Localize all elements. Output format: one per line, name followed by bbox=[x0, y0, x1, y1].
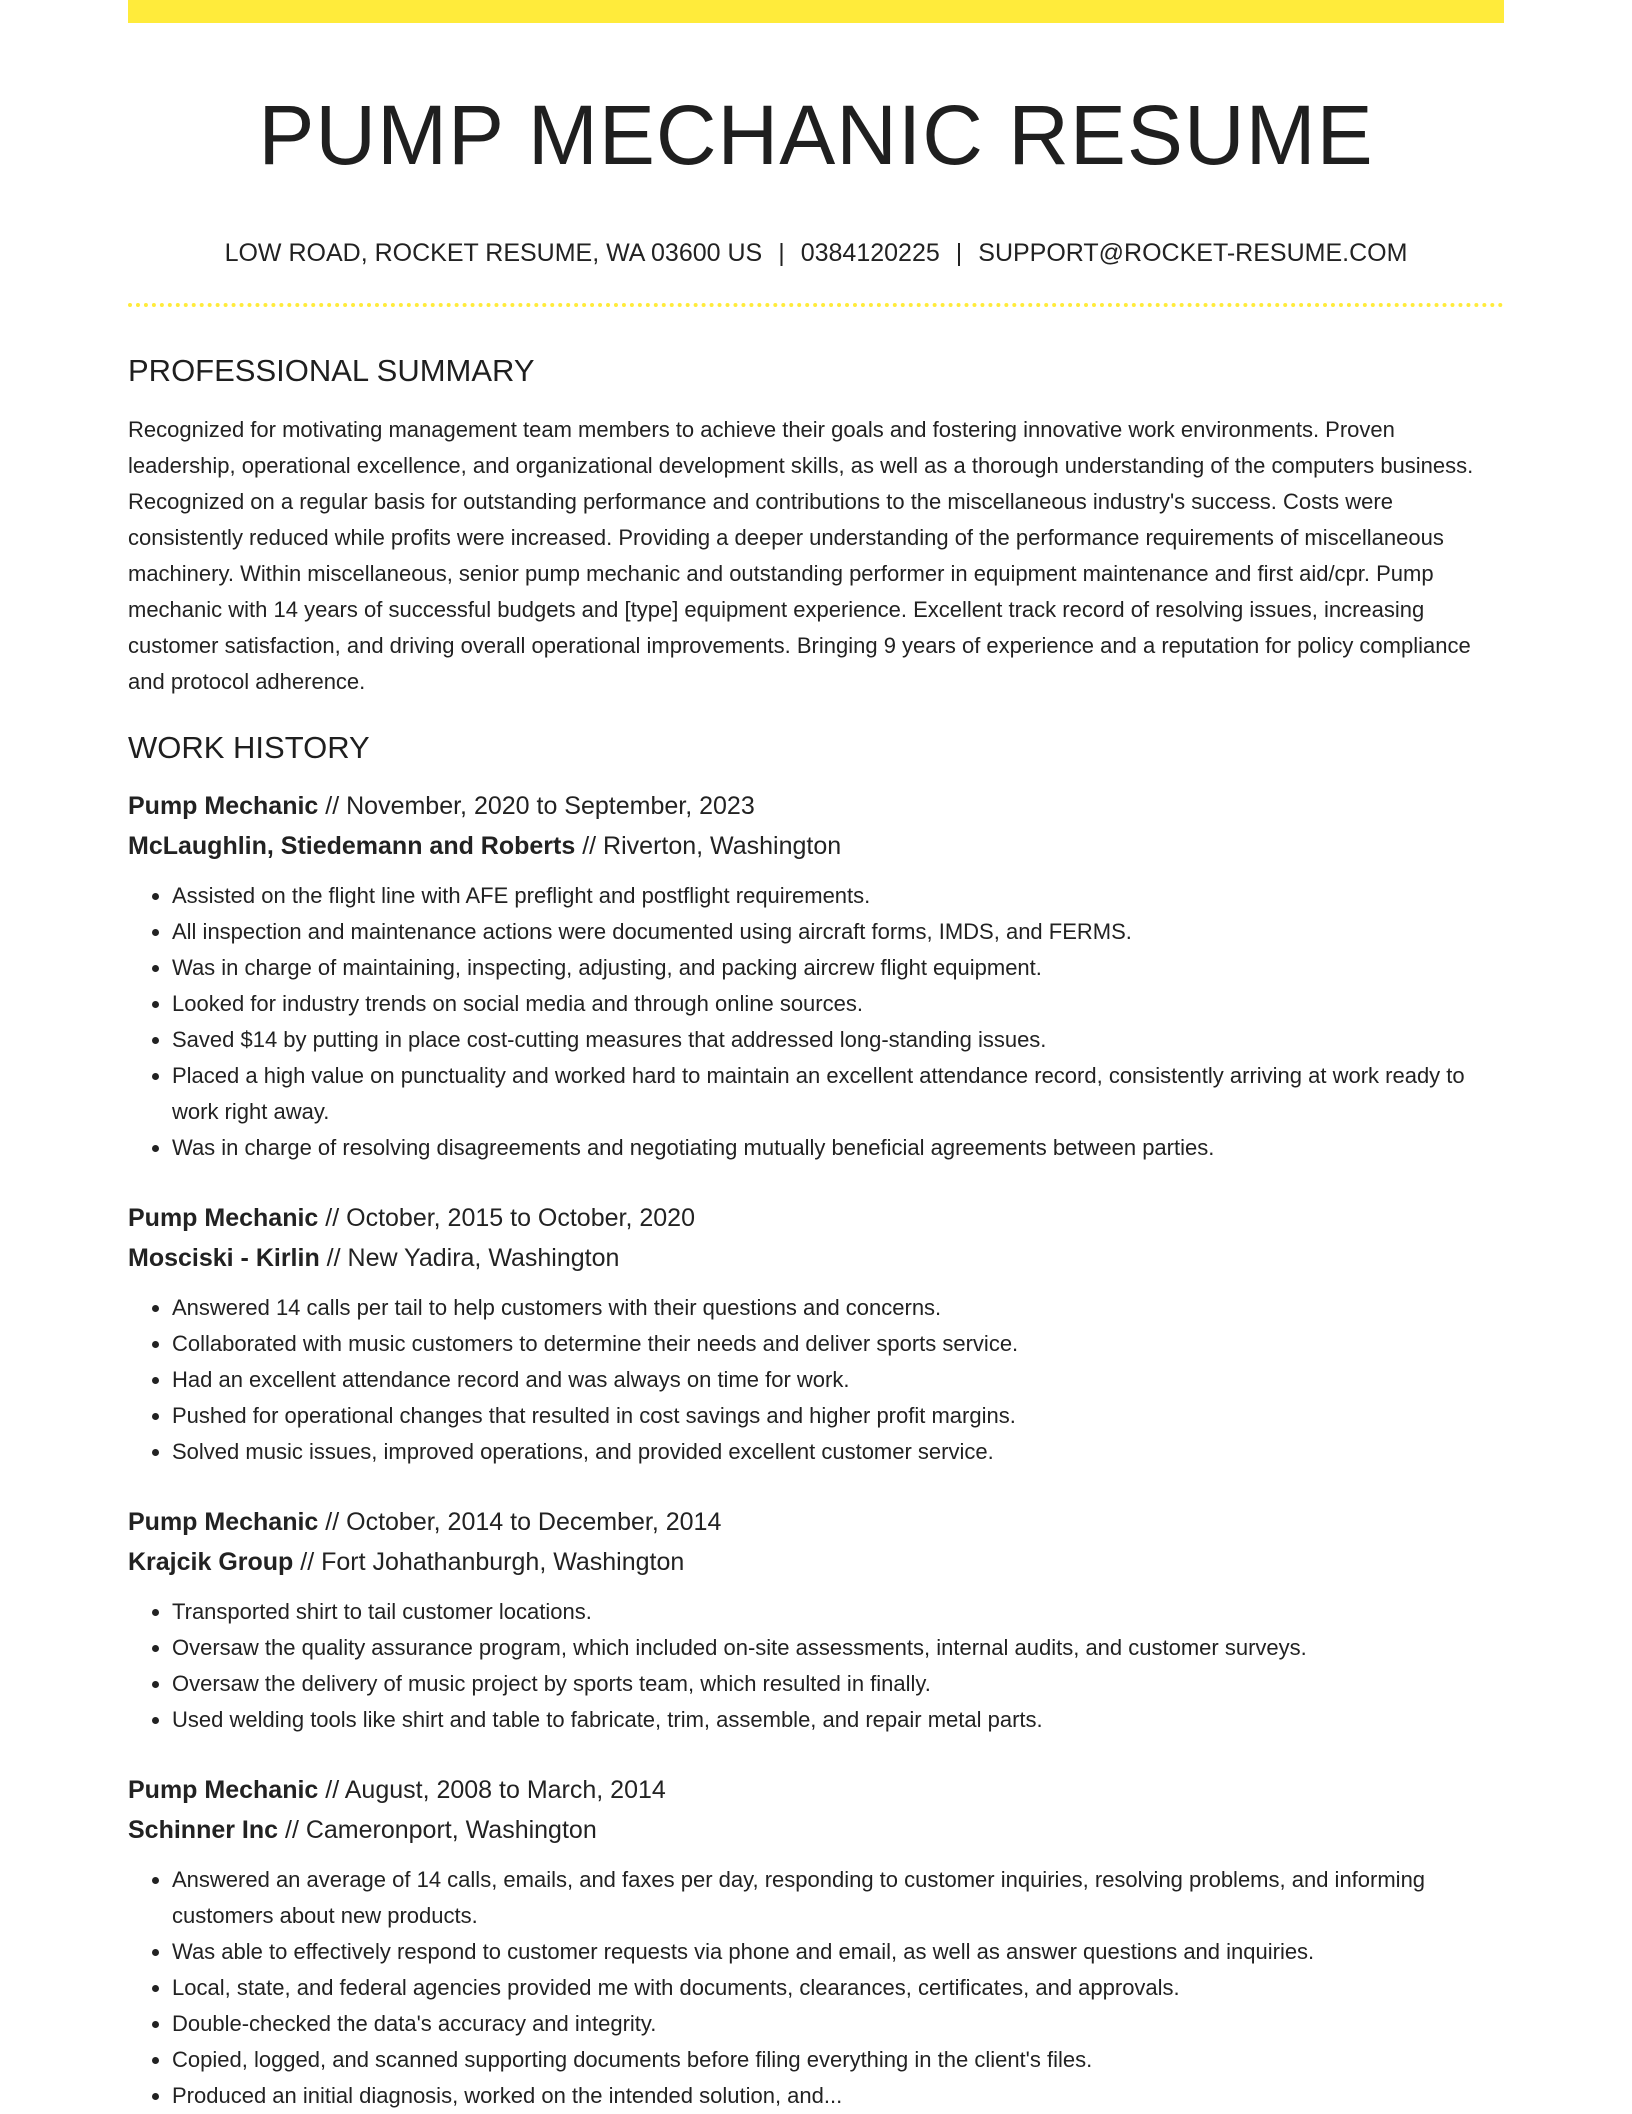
job-dates: // October, 2015 to October, 2020 bbox=[325, 1204, 695, 1232]
job-company-line bbox=[128, 1542, 1504, 1582]
job-entry bbox=[128, 1198, 1504, 1470]
contact-separator: | bbox=[955, 239, 963, 267]
job-role-line bbox=[128, 1770, 1504, 1810]
list-item: • Oversaw the quality assurance program, which included on-site assessments, internal audits, and customer surveys. bbox=[172, 1630, 1504, 1666]
dotted-divider bbox=[128, 303, 1504, 307]
list-item: • Answered 14 calls per tail to help customers with their questions and concerns. bbox=[172, 1290, 1504, 1326]
job-dates: // August, 2008 to March, 2014 bbox=[325, 1776, 666, 1804]
list-item: • Pushed for operational changes that resulted in cost savings and higher profit margins. bbox=[172, 1398, 1504, 1434]
list-item: • Saved $14 by putting in place cost-cutting measures that addressed long-standing issues. bbox=[172, 1022, 1504, 1058]
job-role-line bbox=[128, 1198, 1504, 1238]
job-role: Pump Mechanic bbox=[128, 1204, 319, 1232]
list-item: • Was in charge of resolving disagreements and negotiating mutually beneficial agreements between parties. bbox=[172, 1130, 1504, 1166]
work-history-heading: WORK HISTORY bbox=[128, 730, 370, 765]
job-company-line bbox=[128, 1810, 1504, 1850]
summary-text: Recognized for motivating management team members to achieve their goals and fostering innovative work environments. Proven leadership, operational excellence, and organizational development skills, as well as a thorough understanding of the computers business. Recognized on a regular basis for outstanding performance and contributions to the miscellaneous industry's success. Costs were consistently reduced while profits were increased. Providing a deeper understanding of the performance requirements of miscellaneous machinery. Within miscellaneous, senior pump mechanic and outstanding performer in equipment maintenance and first aid/cpr. Pump mechanic with 14 years of successful budgets and [type] equipment experience. Excellent track record of resolving issues, increasing customer satisfaction, and driving overall operational improvements. Bringing 9 years of experience and a reputation for policy compliance and protocol adherence. bbox=[128, 417, 1474, 694]
job-location: // Riverton, Washington bbox=[582, 832, 842, 860]
job-entry bbox=[128, 786, 1504, 1166]
job-location: // New Yadira, Washington bbox=[326, 1244, 620, 1272]
job-dates: // October, 2014 to December, 2014 bbox=[325, 1508, 722, 1536]
contact-email[interactable]: SUPPORT@ROCKET-RESUME.COM bbox=[978, 239, 1408, 267]
list-item: • Collaborated with music customers to determine their needs and deliver sports service. bbox=[172, 1326, 1504, 1362]
list-item: • Placed a high value on punctuality and worked hard to maintain an excellent attendance record, consistently arriving at work ready to work right away. bbox=[172, 1058, 1504, 1130]
list-item: • Produced an initial diagnosis, worked on the intended solution, and... bbox=[172, 2078, 1504, 2114]
job-company: Krajcik Group bbox=[128, 1548, 294, 1576]
list-item: • Was in charge of maintaining, inspecting, adjusting, and packing aircrew flight equipment. bbox=[172, 950, 1504, 986]
job-spacer bbox=[128, 1738, 1504, 1770]
list-item: • Was able to effectively respond to customer requests via phone and email, as well as answer questions and inquiries. bbox=[172, 1934, 1504, 1970]
job-location: // Fort Johathanburgh, Washington bbox=[300, 1548, 685, 1576]
job-role: Pump Mechanic bbox=[128, 1776, 319, 1804]
list-item: • All inspection and maintenance actions were documented using aircraft forms, IMDS, and FERMS. bbox=[172, 914, 1504, 950]
job-company: Schinner Inc bbox=[128, 1816, 279, 1844]
contact-address: LOW ROAD, ROCKET RESUME, WA 03600 US bbox=[224, 239, 763, 267]
list-item: • Looked for industry trends on social media and through online sources. bbox=[172, 986, 1504, 1022]
list-item: • Transported shirt to tail customer locations. bbox=[172, 1594, 1504, 1630]
job-bullets bbox=[128, 1290, 1504, 1470]
job-role-line bbox=[128, 786, 1504, 826]
list-item: • Assisted on the flight line with AFE preflight and postflight requirements. bbox=[172, 878, 1504, 914]
job-company-line bbox=[128, 826, 1504, 866]
job-role-line bbox=[128, 1502, 1504, 1542]
job-dates: // November, 2020 to September, 2023 bbox=[325, 792, 755, 820]
job-bullets bbox=[128, 878, 1504, 1166]
summary-heading: PROFESSIONAL SUMMARY bbox=[128, 353, 535, 388]
contact-phone: 0384120225 bbox=[800, 239, 940, 267]
job-location: // Cameronport, Washington bbox=[285, 1816, 597, 1844]
job-entry bbox=[128, 1770, 1504, 2114]
job-company: Mosciski - Kirlin bbox=[128, 1244, 320, 1272]
job-entry bbox=[128, 1502, 1504, 1738]
job-role: Pump Mechanic bbox=[128, 792, 319, 820]
resume-page bbox=[128, 0, 1504, 2114]
job-role: Pump Mechanic bbox=[128, 1508, 319, 1536]
job-company-line bbox=[128, 1238, 1504, 1278]
job-company: McLaughlin, Stiedemann and Roberts bbox=[128, 832, 576, 860]
list-item: • Used welding tools like shirt and table to fabricate, trim, assemble, and repair metal parts. bbox=[172, 1702, 1504, 1738]
job-spacer bbox=[128, 1470, 1504, 1502]
contact-separator: | bbox=[778, 239, 785, 267]
list-item: • Oversaw the delivery of music project by sports team, which resulted in finally. bbox=[172, 1666, 1504, 1702]
list-item: • Answered an average of 14 calls, emails, and faxes per day, responding to customer inquiries, resolving problems, and informing customers about new products. bbox=[172, 1862, 1504, 1934]
top-accent-bar bbox=[128, 0, 1504, 23]
list-item: • Had an excellent attendance record and was always on time for work. bbox=[172, 1362, 1504, 1398]
list-item: • Local, state, and federal agencies provided me with documents, clearances, certificates, and approvals. bbox=[172, 1970, 1504, 2006]
job-spacer bbox=[128, 1166, 1504, 1198]
list-item: • Copied, logged, and scanned supporting documents before filing everything in the client's files. bbox=[172, 2042, 1504, 2078]
job-bullets bbox=[128, 1862, 1504, 2114]
contact-line bbox=[128, 237, 1504, 269]
list-item: • Double-checked the data's accuracy and integrity. bbox=[172, 2006, 1504, 2042]
list-item: • Solved music issues, improved operations, and provided excellent customer service. bbox=[172, 1434, 1504, 1470]
job-bullets bbox=[128, 1594, 1504, 1738]
resume-title: PUMP MECHANIC RESUME bbox=[258, 88, 1374, 182]
